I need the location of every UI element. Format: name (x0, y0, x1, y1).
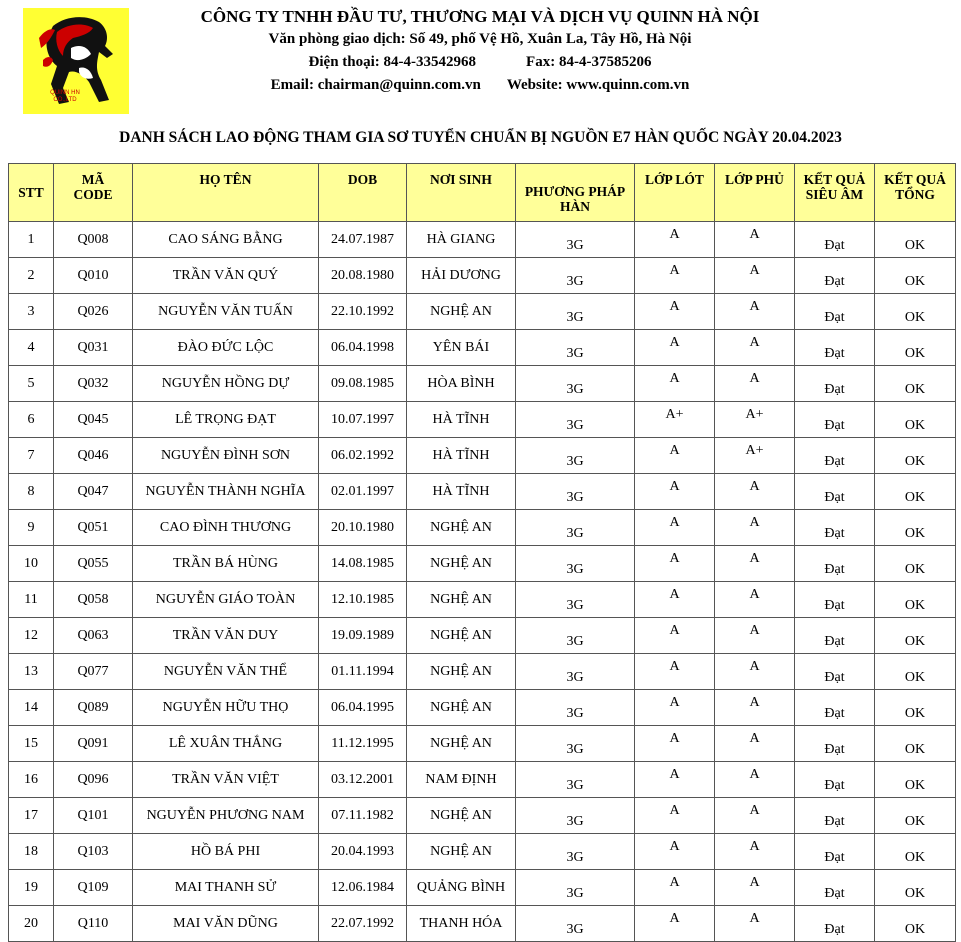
column-header (516, 164, 635, 222)
name-cell: NGUYỄN PHƯƠNG NAM (133, 798, 319, 834)
welding-method-cell: 3G (516, 906, 635, 942)
cap-layer-cell: A (715, 294, 795, 330)
cap-layer-cell: A (715, 834, 795, 870)
dob-cell: 24.07.1987 (319, 222, 407, 258)
dob-cell: 06.04.1998 (319, 330, 407, 366)
table-header-row (9, 164, 956, 222)
cap-layer-cell: A (715, 870, 795, 906)
name-cell: NGUYỄN VĂN THỂ (133, 654, 319, 690)
company-logo (23, 8, 129, 114)
dob-cell: 09.08.1985 (319, 366, 407, 402)
ultrasonic-result-cell: Đạt (795, 366, 875, 402)
company-header (140, 6, 820, 97)
dob-cell: 12.06.1984 (319, 870, 407, 906)
welding-method-cell: 3G (516, 546, 635, 582)
code-cell: Q047 (54, 474, 133, 510)
code-cell: Q077 (54, 654, 133, 690)
root-layer-cell: A (635, 582, 715, 618)
stt-cell: 11 (9, 582, 54, 618)
column-header: NƠI SINH (407, 164, 516, 222)
root-layer-cell: A (635, 834, 715, 870)
welding-method-cell: 3G (516, 834, 635, 870)
dob-cell: 06.02.1992 (319, 438, 407, 474)
dob-cell: 22.07.1992 (319, 906, 407, 942)
column-header (875, 164, 956, 222)
column-header (795, 164, 875, 222)
code-cell: Q091 (54, 726, 133, 762)
column-header-label: PHƯƠNG PHÁP HÀN (524, 183, 626, 214)
table-row (9, 510, 956, 546)
ultrasonic-result-cell: Đạt (795, 726, 875, 762)
birthplace-cell: QUẢNG BÌNH (407, 870, 516, 906)
name-cell: CAO SÁNG BẰNG (133, 222, 319, 258)
code-cell: Q109 (54, 870, 133, 906)
welding-method-cell: 3G (516, 870, 635, 906)
overall-result-cell: OK (875, 510, 956, 546)
ultrasonic-result-cell: Đạt (795, 222, 875, 258)
cap-layer-cell: A (715, 798, 795, 834)
name-cell: TRẦN VĂN DUY (133, 618, 319, 654)
stt-cell: 20 (9, 906, 54, 942)
birthplace-cell: HÀ GIANG (407, 222, 516, 258)
dob-cell: 06.04.1995 (319, 690, 407, 726)
dob-cell: 14.08.1985 (319, 546, 407, 582)
ultrasonic-result-cell: Đạt (795, 654, 875, 690)
code-cell: Q058 (54, 582, 133, 618)
welding-method-cell: 3G (516, 258, 635, 294)
stt-cell: 12 (9, 618, 54, 654)
code-cell: Q031 (54, 330, 133, 366)
name-cell: NGUYỄN VĂN TUẤN (133, 294, 319, 330)
table-row (9, 438, 956, 474)
root-layer-cell: A+ (635, 402, 715, 438)
stt-cell: 15 (9, 726, 54, 762)
root-layer-cell: A (635, 726, 715, 762)
dob-cell: 20.04.1993 (319, 834, 407, 870)
cap-layer-cell: A (715, 726, 795, 762)
birthplace-cell: THANH HÓA (407, 906, 516, 942)
welding-method-cell: 3G (516, 438, 635, 474)
overall-result-cell: OK (875, 258, 956, 294)
table-row (9, 762, 956, 798)
code-cell: Q055 (54, 546, 133, 582)
root-layer-cell: A (635, 654, 715, 690)
dob-cell: 03.12.2001 (319, 762, 407, 798)
ultrasonic-result-cell: Đạt (795, 870, 875, 906)
overall-result-cell: OK (875, 654, 956, 690)
name-cell: NGUYỄN HỮU THỌ (133, 690, 319, 726)
welding-method-cell: 3G (516, 222, 635, 258)
website-link[interactable]: Website: www.quinn.com.vn (506, 77, 690, 93)
overall-result-cell: OK (875, 366, 956, 402)
birthplace-cell: HÀ TĨNH (407, 402, 516, 438)
dob-cell: 12.10.1985 (319, 582, 407, 618)
code-cell: Q032 (54, 366, 133, 402)
birthplace-cell: HÀ TĨNH (407, 474, 516, 510)
ultrasonic-result-cell: Đạt (795, 330, 875, 366)
welding-method-cell: 3G (516, 366, 635, 402)
overall-result-cell: OK (875, 330, 956, 366)
overall-result-cell: OK (875, 438, 956, 474)
table-row (9, 546, 956, 582)
root-layer-cell: A (635, 510, 715, 546)
ultrasonic-result-cell: Đạt (795, 690, 875, 726)
dob-cell: 19.09.1989 (319, 618, 407, 654)
birthplace-cell: YÊN BÁI (407, 330, 516, 366)
ultrasonic-result-cell: Đạt (795, 510, 875, 546)
birthplace-cell: NGHỆ AN (407, 798, 516, 834)
table-row (9, 474, 956, 510)
name-cell: TRẦN VĂN QUÝ (133, 258, 319, 294)
document-title: DANH SÁCH LAO ĐỘNG THAM GIA SƠ TUYỂN CHUẨN BỊ NGUỒN E7 HÀN QUỐC NGÀY 20.04.2023 (119, 129, 842, 146)
code-cell: Q096 (54, 762, 133, 798)
dob-cell: 20.08.1980 (319, 258, 407, 294)
root-layer-cell: A (635, 906, 715, 942)
name-cell: MAI THANH SỬ (133, 870, 319, 906)
dob-cell: 07.11.1982 (319, 798, 407, 834)
cap-layer-cell: A (715, 474, 795, 510)
birthplace-cell: NGHỆ AN (407, 618, 516, 654)
root-layer-cell: A (635, 690, 715, 726)
stt-cell: 18 (9, 834, 54, 870)
name-cell: LÊ XUÂN THẮNG (133, 726, 319, 762)
birthplace-cell: HẢI DƯƠNG (407, 258, 516, 294)
cap-layer-cell: A (715, 510, 795, 546)
welding-method-cell: 3G (516, 510, 635, 546)
table-row (9, 726, 956, 762)
cap-layer-cell: A+ (715, 438, 795, 474)
table-row (9, 798, 956, 834)
root-layer-cell: A (635, 546, 715, 582)
stt-cell: 9 (9, 510, 54, 546)
column-header: DOB (319, 164, 407, 222)
welding-method-cell: 3G (516, 330, 635, 366)
table-row (9, 618, 956, 654)
welding-method-cell: 3G (516, 294, 635, 330)
table-row (9, 222, 956, 258)
overall-result-cell: OK (875, 798, 956, 834)
table-row (9, 690, 956, 726)
email-link[interactable]: Email: chairman@quinn.com.vn (270, 77, 481, 93)
column-header-label: KẾT QUẢ TỔNG (884, 172, 946, 202)
cap-layer-cell: A+ (715, 402, 795, 438)
cap-layer-cell: A (715, 690, 795, 726)
table-row (9, 834, 956, 870)
birthplace-cell: NGHỆ AN (407, 726, 516, 762)
root-layer-cell: A (635, 294, 715, 330)
birthplace-cell: HÀ TĨNH (407, 438, 516, 474)
root-layer-cell: A (635, 870, 715, 906)
ultrasonic-result-cell: Đạt (795, 546, 875, 582)
stt-cell: 5 (9, 366, 54, 402)
code-cell: Q008 (54, 222, 133, 258)
table-row (9, 402, 956, 438)
welding-method-cell: 3G (516, 474, 635, 510)
overall-result-cell: OK (875, 474, 956, 510)
code-cell: Q051 (54, 510, 133, 546)
ultrasonic-result-cell: Đạt (795, 474, 875, 510)
birthplace-cell: NAM ĐỊNH (407, 762, 516, 798)
root-layer-cell: A (635, 222, 715, 258)
welding-method-cell: 3G (516, 690, 635, 726)
cap-layer-cell: A (715, 762, 795, 798)
stt-cell: 10 (9, 546, 54, 582)
name-cell: MAI VĂN DŨNG (133, 906, 319, 942)
birthplace-cell: NGHỆ AN (407, 294, 516, 330)
welding-method-cell: 3G (516, 582, 635, 618)
name-cell: NGUYỄN THÀNH NGHĨA (133, 474, 319, 510)
name-cell: NGUYỄN ĐÌNH SƠN (133, 438, 319, 474)
table-row (9, 906, 956, 942)
stt-cell: 7 (9, 438, 54, 474)
ultrasonic-result-cell: Đạt (795, 618, 875, 654)
root-layer-cell: A (635, 618, 715, 654)
birthplace-cell: NGHỆ AN (407, 834, 516, 870)
worker-list-table (8, 163, 956, 942)
code-cell: Q089 (54, 690, 133, 726)
birthplace-cell: NGHỆ AN (407, 510, 516, 546)
stt-cell: 2 (9, 258, 54, 294)
birthplace-cell: NGHỆ AN (407, 582, 516, 618)
table-row (9, 654, 956, 690)
ultrasonic-result-cell: Đạt (795, 762, 875, 798)
overall-result-cell: OK (875, 762, 956, 798)
name-cell: HỒ BÁ PHI (133, 834, 319, 870)
column-header-label: KẾT QUẢ SIÊU ÂM (803, 172, 866, 202)
welding-method-cell: 3G (516, 654, 635, 690)
name-cell: ĐÀO ĐỨC LỘC (133, 330, 319, 366)
cap-layer-cell: A (715, 546, 795, 582)
overall-result-cell: OK (875, 618, 956, 654)
code-cell: Q101 (54, 798, 133, 834)
ultrasonic-result-cell: Đạt (795, 834, 875, 870)
root-layer-cell: A (635, 330, 715, 366)
column-header: LỚP LÓT (635, 164, 715, 222)
overall-result-cell: OK (875, 726, 956, 762)
cap-layer-cell: A (715, 906, 795, 942)
root-layer-cell: A (635, 762, 715, 798)
email-website-line (140, 74, 820, 97)
cap-layer-cell: A (715, 258, 795, 294)
table-row (9, 870, 956, 906)
logo-text: QUINN HN CO.,LTD (50, 90, 80, 103)
code-cell: Q010 (54, 258, 133, 294)
name-cell: TRẦN BÁ HÙNG (133, 546, 319, 582)
name-cell: NGUYỄN HỒNG DỰ (133, 366, 319, 402)
overall-result-cell: OK (875, 222, 956, 258)
table-row (9, 258, 956, 294)
dob-cell: 02.01.1997 (319, 474, 407, 510)
welding-method-cell: 3G (516, 726, 635, 762)
dob-cell: 22.10.1992 (319, 294, 407, 330)
column-header: LỚP PHỦ (715, 164, 795, 222)
column-header: STT (9, 164, 54, 222)
overall-result-cell: OK (875, 402, 956, 438)
overall-result-cell: OK (875, 294, 956, 330)
stt-cell: 16 (9, 762, 54, 798)
name-cell: NGUYỄN GIÁO TOÀN (133, 582, 319, 618)
birthplace-cell: NGHỆ AN (407, 546, 516, 582)
stt-cell: 14 (9, 690, 54, 726)
stt-cell: 13 (9, 654, 54, 690)
overall-result-cell: OK (875, 906, 956, 942)
code-cell: Q026 (54, 294, 133, 330)
overall-result-cell: OK (875, 582, 956, 618)
phone-fax-line (140, 51, 820, 74)
dob-cell: 01.11.1994 (319, 654, 407, 690)
cap-layer-cell: A (715, 330, 795, 366)
table-body (9, 222, 956, 942)
stt-cell: 8 (9, 474, 54, 510)
root-layer-cell: A (635, 798, 715, 834)
code-cell: Q103 (54, 834, 133, 870)
cap-layer-cell: A (715, 222, 795, 258)
birthplace-cell: NGHỆ AN (407, 690, 516, 726)
stt-cell: 6 (9, 402, 54, 438)
column-header: HỌ TÊN (133, 164, 319, 222)
company-name: CÔNG TY TNHH ĐẦU TƯ, THƯƠNG MẠI VÀ DỊCH VỤ QUINN HÀ NỘI (200, 7, 760, 26)
phone-number: Điện thoại: 84-4-33542968 (308, 54, 477, 70)
birthplace-cell: NGHỆ AN (407, 654, 516, 690)
fax-number: Fax: 84-4-37585206 (526, 54, 652, 70)
dob-cell: 20.10.1980 (319, 510, 407, 546)
root-layer-cell: A (635, 438, 715, 474)
root-layer-cell: A (635, 258, 715, 294)
root-layer-cell: A (635, 474, 715, 510)
name-cell: CAO ĐÌNH THƯƠNG (133, 510, 319, 546)
stt-cell: 17 (9, 798, 54, 834)
table-row (9, 294, 956, 330)
cap-layer-cell: A (715, 366, 795, 402)
code-cell: Q045 (54, 402, 133, 438)
ultrasonic-result-cell: Đạt (795, 438, 875, 474)
dob-cell: 10.07.1997 (319, 402, 407, 438)
code-cell: Q110 (54, 906, 133, 942)
ultrasonic-result-cell: Đạt (795, 582, 875, 618)
welding-method-cell: 3G (516, 618, 635, 654)
ultrasonic-result-cell: Đạt (795, 798, 875, 834)
ultrasonic-result-cell: Đạt (795, 906, 875, 942)
cap-layer-cell: A (715, 618, 795, 654)
stt-cell: 4 (9, 330, 54, 366)
stt-cell: 1 (9, 222, 54, 258)
office-address: Văn phòng giao dịch: Số 49, phố Vệ Hồ, Xuân La, Tây Hồ, Hà Nội (268, 31, 692, 47)
welding-method-cell: 3G (516, 762, 635, 798)
name-cell: TRẦN VĂN VIỆT (133, 762, 319, 798)
column-header (54, 164, 133, 222)
cap-layer-cell: A (715, 654, 795, 690)
code-cell: Q046 (54, 438, 133, 474)
table-row (9, 330, 956, 366)
birthplace-cell: HÒA BÌNH (407, 366, 516, 402)
root-layer-cell: A (635, 366, 715, 402)
overall-result-cell: OK (875, 546, 956, 582)
code-cell: Q063 (54, 618, 133, 654)
ultrasonic-result-cell: Đạt (795, 402, 875, 438)
welding-method-cell: 3G (516, 402, 635, 438)
overall-result-cell: OK (875, 870, 956, 906)
overall-result-cell: OK (875, 834, 956, 870)
table-row (9, 366, 956, 402)
ultrasonic-result-cell: Đạt (795, 294, 875, 330)
name-cell: LÊ TRỌNG ĐẠT (133, 402, 319, 438)
stt-cell: 19 (9, 870, 54, 906)
cap-layer-cell: A (715, 582, 795, 618)
welding-method-cell: 3G (516, 798, 635, 834)
column-header-label: MÃ CODE (73, 172, 113, 202)
table-row (9, 582, 956, 618)
stt-cell: 3 (9, 294, 54, 330)
dob-cell: 11.12.1995 (319, 726, 407, 762)
ultrasonic-result-cell: Đạt (795, 258, 875, 294)
overall-result-cell: OK (875, 690, 956, 726)
